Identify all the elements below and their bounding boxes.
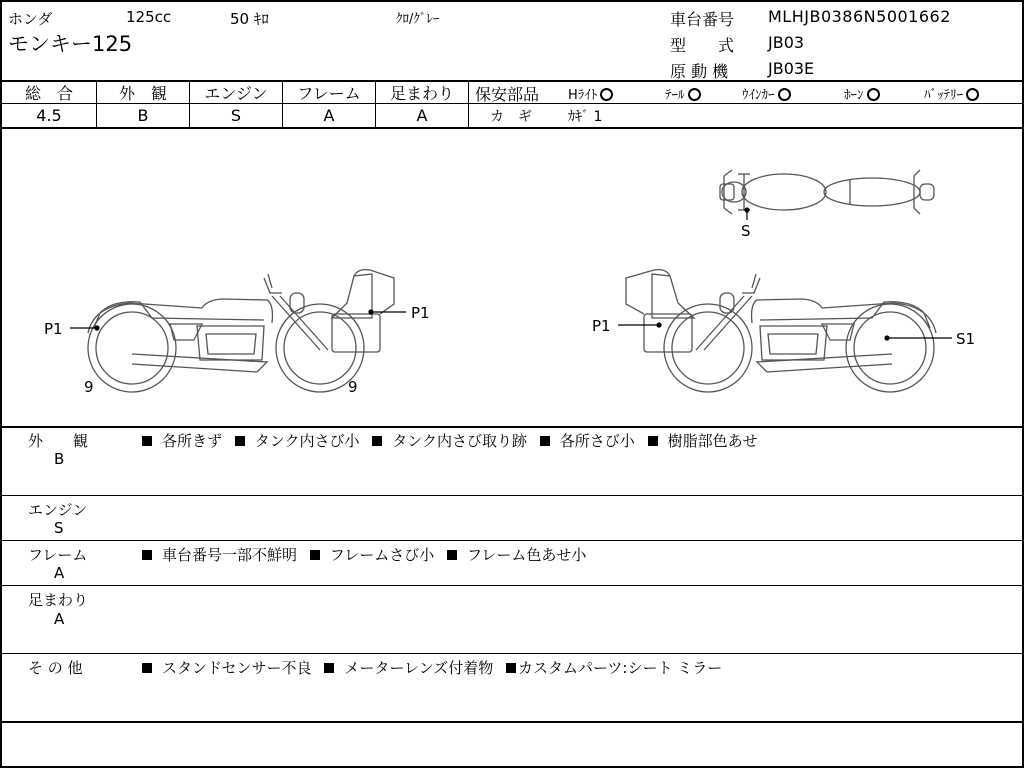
remark-item: 各所さび小	[559, 432, 635, 450]
remark-item: スタンドセンサー不良	[162, 659, 312, 677]
mark-left-rear: P1	[44, 320, 63, 338]
mark-left-front-wheel: 9	[348, 378, 358, 396]
ok-circle-icon	[688, 88, 701, 101]
divider	[2, 540, 1022, 541]
mark-right-tank: P1	[592, 317, 611, 335]
bullet-square-icon	[235, 436, 245, 446]
model-name: モンキー125	[8, 32, 133, 56]
safety-item	[665, 84, 701, 103]
bullet-square-icon	[142, 663, 152, 673]
bullet-square-icon	[324, 663, 334, 673]
divider	[2, 585, 1022, 586]
section-label-other: そ の 他	[28, 659, 83, 677]
remark-item: フレームさび小	[329, 546, 435, 564]
remark-item: タンク内さび取り跡	[392, 432, 527, 450]
divider	[469, 103, 1022, 104]
maker-name: ホンダ	[8, 10, 53, 28]
section-items-other	[138, 657, 726, 678]
grade-value-exterior: B	[137, 106, 149, 125]
bullet-square-icon	[540, 436, 550, 446]
safety-item-label: ｳｲﾝｶｰ	[742, 88, 775, 103]
bullet-square-icon	[648, 436, 658, 446]
engine-model-value: JB03E	[768, 59, 815, 78]
safety-item	[568, 84, 613, 103]
remark-item: 樹脂部色あせ	[667, 432, 758, 450]
bullet-square-icon	[447, 550, 457, 560]
mark-left-tank: P1	[411, 304, 430, 322]
safety-item	[742, 84, 791, 103]
remark-item: メーターレンズ付着物	[344, 659, 494, 677]
bullet-square-icon	[372, 436, 382, 446]
bullet-square-icon	[506, 663, 516, 673]
remark-item: フレーム色あせ小	[466, 546, 587, 564]
grade-value-frame: A	[323, 106, 335, 125]
divider	[2, 426, 1022, 428]
mileage: 50 ｷﾛ	[230, 10, 269, 28]
damage-diagram	[2, 128, 1022, 426]
bullet-square-icon	[142, 436, 152, 446]
ok-circle-icon	[778, 88, 791, 101]
section-grade-frame: A	[54, 564, 65, 582]
ok-circle-icon	[600, 88, 613, 101]
motorcycle-top-view-icon	[720, 170, 934, 214]
mark-right-rear: S1	[956, 330, 976, 348]
grade-label-exterior: 外 観	[118, 83, 167, 103]
safety-item	[844, 84, 880, 103]
damage-markers	[70, 208, 952, 340]
bullet-square-icon	[310, 550, 320, 560]
remark-item: タンク内さび小	[254, 432, 360, 450]
section-label-suspension: 足まわり	[28, 591, 89, 609]
section-label-engine: エンジン	[28, 501, 88, 519]
section-grade-engine: S	[54, 519, 64, 537]
divider	[2, 495, 1022, 496]
key-value: ｶｷﾞ 1	[568, 109, 603, 125]
chassis-number-value: MLHJB0386N5001662	[768, 7, 951, 26]
remark-item: カスタムパーツ:シート ミラー	[518, 659, 723, 677]
grade-value-overall: 4.5	[36, 106, 62, 125]
grade-label-suspension: 足まわり	[389, 83, 454, 103]
chassis-number-label: 車台番号	[670, 10, 735, 29]
safety-item	[924, 84, 979, 103]
grade-value-engine: S	[230, 106, 242, 125]
body-color: ｸﾛ/ｸﾞﾚｰ	[396, 12, 440, 27]
section-label-frame: フレーム	[28, 546, 88, 564]
safety-parts-title: 保安部品	[475, 85, 540, 104]
safety-item-label: ﾊﾞｯﾃﾘｰ	[924, 88, 963, 103]
safety-item-label: ﾃｰﾙ	[665, 88, 685, 103]
section-items-frame	[138, 544, 590, 565]
ok-circle-icon	[966, 88, 979, 101]
divider	[2, 653, 1022, 654]
grade-label-overall: 総 合	[24, 83, 73, 103]
model-type-label: 型 式	[670, 36, 735, 55]
bullet-square-icon	[142, 550, 152, 560]
motorcycle-left-view-icon	[88, 270, 394, 392]
mark-top-handle: S	[741, 222, 751, 240]
section-grade-exterior: B	[54, 450, 65, 468]
grade-label-engine: エンジン	[204, 83, 268, 103]
ok-circle-icon	[867, 88, 880, 101]
grade-label-frame: フレーム	[297, 83, 361, 103]
divider	[2, 721, 1022, 723]
engine-model-label: 原 動 機	[670, 62, 729, 81]
model-type-value: JB03	[768, 33, 805, 52]
key-label: カ ギ	[490, 109, 532, 125]
motorcycle-right-view-icon	[626, 270, 936, 392]
mark-left-rear-wheel: 9	[84, 378, 94, 396]
divider	[468, 81, 469, 127]
remark-item: 車台番号一部不鮮明	[162, 546, 298, 564]
displacement: 125cc	[126, 8, 172, 26]
safety-item-label: Hﾗｲﾄ	[568, 88, 598, 103]
grade-value-suspension: A	[416, 106, 428, 125]
safety-item-label: ﾎｰﾝ	[844, 88, 864, 103]
section-label-exterior: 外 観	[28, 432, 89, 450]
section-grade-suspension: A	[54, 610, 65, 628]
remark-item: 各所きず	[162, 432, 223, 450]
section-items-exterior	[138, 430, 762, 451]
